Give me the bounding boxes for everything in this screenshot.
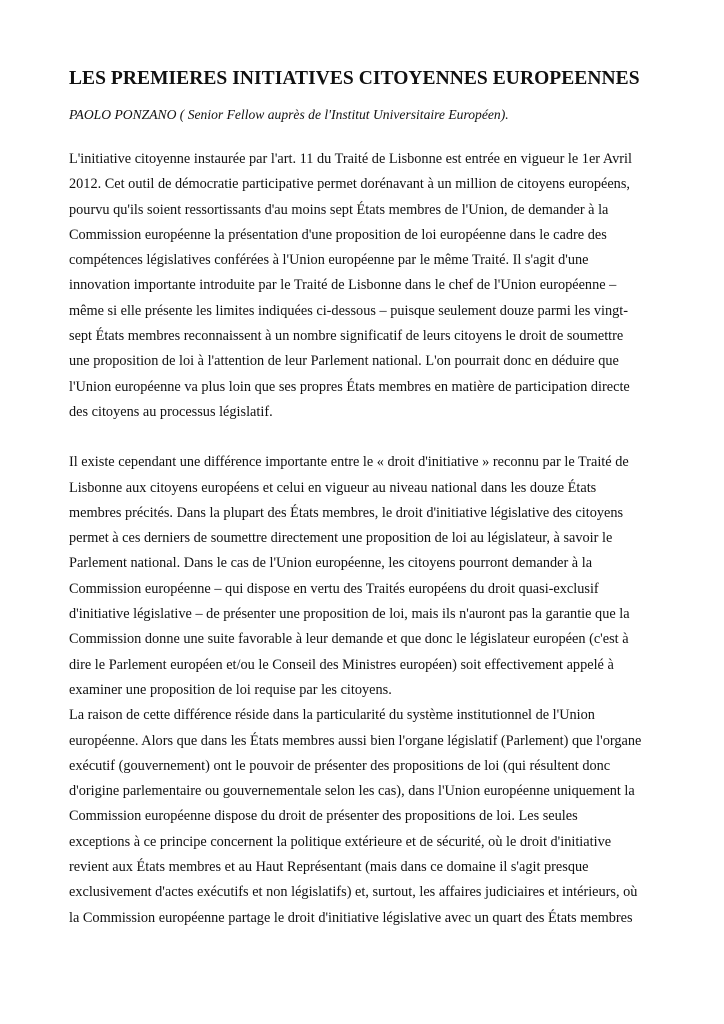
text-line: innovation importante introduite par le Traité de Lisbonne dans le chef de l'Union européenne – <box>69 277 617 294</box>
text-line: Il existe cependant une différence importante entre le « droit d'initiative » reconnu par le Traité de <box>69 454 629 471</box>
text-line: dire le Parlement européen et/ou le Conseil des Ministres européen) soit effectivement appelé à <box>69 656 614 673</box>
text-line: Commission européenne dispose du droit de présenter des propositions de loi. Les seules <box>69 808 578 825</box>
text-line: L'initiative citoyenne instaurée par l'art. 11 du Traité de Lisbonne est entrée en vigueur le 1er Avril <box>69 151 632 167</box>
document-page <box>69 66 659 931</box>
text-line: même si elle présente les limites indiquées ci-dessous – puisque seulement douze parmi les vingt- <box>69 302 629 319</box>
text-line: membres précités. Dans la plupart des États membres, le droit d'initiative législative des citoyens <box>69 504 624 521</box>
text-line: exécutif (gouvernement) ont le pouvoir de présenter des propositions de loi (qui résultent donc <box>69 757 611 774</box>
text-line: compétences législatives conférées à l'Union européenne par le même Traité. Il s'agit d'une <box>69 252 589 269</box>
text-line: Commission européenne – qui dispose en vertu des Traités européens du droit quasi-exclusif <box>69 580 599 597</box>
author-line: PAOLO PONZANO ( Senior Fellow auprès de l'Institut Universitaire Européen). <box>69 107 509 122</box>
paragraph-3 <box>69 703 659 931</box>
text-line: la Commission européenne partage le droit d'initiative législative avec un quart des États membres <box>69 909 633 926</box>
text-line: d'initiative législative – de présenter une proposition de loi, mais ils n'auront pas la garantie que la <box>69 606 630 623</box>
text-line: Parlement national. Dans le cas de l'Union européenne, les citoyens pourront demander à la <box>69 555 593 572</box>
text-line: Lisbonne aux citoyens européens et celui en vigueur au niveau national dans les douze États <box>69 479 597 496</box>
text-line: des citoyens au processus législatif. <box>69 403 273 420</box>
text-line: Commission européenne la présentation d'une proposition de loi européenne dans le cadre des <box>69 226 607 243</box>
text-line: examiner une proposition de loi requise par les citoyens. <box>69 681 392 698</box>
text-line: pourvu qu'ils soient ressortissants d'au moins sept États membres de l'Union, de demander à la <box>69 201 609 218</box>
text-line: d'origine parlementaire ou gouvernementale selon les cas), dans l'Union européenne uniquement la <box>69 783 635 800</box>
text-line: exclusivement d'actes exécutifs et non législatifs) et, surtout, les affaires judiciaires et intérieurs, où <box>69 884 638 901</box>
paragraph-1 <box>69 147 659 425</box>
text-line: l'Union européenne va plus loin que ses propres États membres en matière de participation directe <box>69 378 630 395</box>
text-line: exceptions à ce principe concernent la politique extérieure et de sécurité, où le droit d'initiative <box>69 833 612 850</box>
text-line: 2012. Cet outil de démocratie participative permet dorénavant à un million de citoyens européens, <box>69 176 630 193</box>
text-line: sept États membres reconnaissent à un nombre significatif de leurs citoyens le droit de soumettre <box>69 328 624 345</box>
text-line: permet à ces derniers de soumettre directement une proposition de loi au législateur, à savoir le <box>69 530 613 547</box>
document-title: LES PREMIERES INITIATIVES CITOYENNES EUROPEENNES <box>69 68 640 89</box>
text-line: européenne. Alors que dans les États membres aussi bien l'organe législatif (Parlement) que l'organe <box>69 732 642 749</box>
text-line: une proposition de loi à l'attention de leur Parlement national. L'on pourrait donc en déduire que <box>69 353 619 370</box>
paragraph-2 <box>69 450 659 703</box>
text-line: revient aux États membres et au Haut Représentant (mais dans ce domaine il s'agit presque <box>69 859 589 876</box>
text-line: La raison de cette différence réside dans la particularité du système institutionnel de l'Union <box>69 707 595 724</box>
text-line: Commission donne une suite favorable à leur demande et que donc le législateur européen (c'est à <box>69 631 629 648</box>
